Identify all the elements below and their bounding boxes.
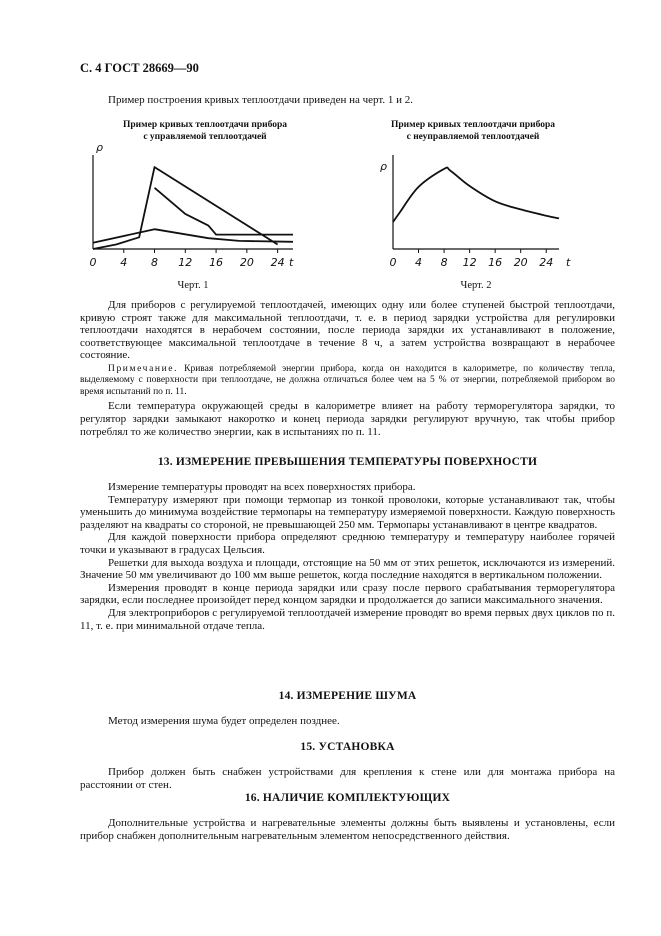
note [80, 364, 615, 399]
s14-p1: Метод измерения шума будет определен позднее. [108, 715, 340, 727]
section16-title: 16. НАЛИЧИЕ КОМПЛЕКТУЮЩИХ [244, 792, 451, 804]
note-label: Примечание. [108, 363, 179, 374]
section13-body [80, 481, 615, 632]
chart2-tick-label: 20 [513, 256, 528, 269]
s13-p4: Решетки для выхода воздуха и площади, отстоящие на 50 мм от этих решеток, исключаются из измерений. Значение 50 мм увеличивают до 100 мм выше решеток, когда последние находятся в вертикальном положении. [80, 556, 615, 582]
s13-p3: Для каждой поверхности прибора определяют среднюю температуру и температуру наиболее горячей точки и указывают в градусах Цельсия. [80, 531, 615, 556]
section15-body [80, 766, 615, 791]
chart2-heat-curve [393, 168, 559, 222]
s13-p2: Температуру измеряют при помощи термопар из тонкой проволоки, которые устанавливают так, чтобы уменьшить до минимума воздействие термопары на температуру измеряемой поверхности. Каждую поверхность разделяют на квадраты со стороной, не превышающей 250 мм. Термопары устанавливают в центре квадратов. [80, 493, 615, 531]
intro-text: Пример построения кривых теплоотдачи приведен на черт. 1 и 2. [108, 94, 414, 106]
chart2-x-label: t [566, 256, 571, 269]
chart1-x-label: t [289, 256, 294, 269]
chart1-y-label: ρ [96, 141, 103, 154]
chart2-tick-label: 24 [539, 256, 554, 269]
chart1-tick-label: 24 [270, 256, 285, 269]
s16-p1: Дополнительные устройства и нагревательные элементы должны быть выявлены и установлены, если прибор снабжен дополнительным нагревательным элементом непосредственного действия. [80, 817, 615, 842]
section14-title: 14. ИЗМЕРЕНИЕ ШУМА [278, 690, 417, 702]
chart1-tick-label: 16 [209, 256, 224, 269]
section16-body [80, 817, 615, 842]
chart2-tick-label: 4 [415, 256, 423, 269]
s13-p5: Измерения проводят в конце периода зарядки или сразу после первого срабатывания терморегулятора зарядки, если последнее произойдет перед концом зарядки и продолжается до записи максимального значения. [80, 581, 615, 607]
chart1-tick-label: 20 [239, 256, 254, 269]
chart1-tick-label: 8 [151, 256, 159, 269]
note-text: Кривая потребляемой энергии прибора, когда он находится в калориметре, по количеству тепла, выделяемому с поверхности при теплоотдаче, не должна отличаться более чем на 5 % от энергии, потребляемой прибором во время испытаний по п. 11. [80, 363, 616, 397]
chart1-caption: Черт. 1 [177, 280, 209, 291]
chart2-y-label: ρ [380, 160, 387, 173]
chart2-tick-label: 16 [488, 256, 503, 269]
section13-title: 13. ИЗМЕРЕНИЕ ПРЕВЫШЕНИЯ ТЕМПЕРАТУРЫ ПОВЕРХНОСТИ [157, 456, 538, 468]
chart1-tick-label: 4 [120, 256, 128, 269]
chart2-caption: Черт. 2 [460, 280, 492, 291]
section15-title: 15. УСТАНОВКА [300, 741, 395, 753]
paragraph-thermoregulator: Если температура окружающей среды в калориметре влияет на работу терморегулятора зарядки, то регулятор зарядки замыкают накоротко и конец периода зарядки регулируют вручную, так чтобы прибор потреблял то же количество энергии, как в испытаниях по п. 11. [80, 400, 615, 438]
chart1-title-line1: Пример кривых теплоотдачи прибора [122, 120, 288, 130]
s13-p6: Для электроприборов с регулируемой теплоотдачей измерение проводят во время первых двух циклов по п. 11, т. е. при минимальной отдаче тепла. [80, 606, 615, 632]
page-header: С. 4 ГОСТ 28669—90 [80, 61, 199, 75]
charts-svg [0, 0, 661, 300]
section14-body [80, 715, 615, 728]
chart2-tick-label: 12 [462, 256, 477, 269]
s15-p1: Прибор должен быть снабжен устройствами для крепления к стене или для монтажа прибора на расстоянии от стен. [80, 766, 615, 791]
chart2-tick-label: 0 [389, 256, 397, 269]
paragraph-regulated: Для приборов с регулируемой теплоотдачей, имеющих одну или более ступеней быстрой теплоотдачи, кривую строят также для максимальной теплоотдачи, т. е. в период зарядки устройства для регулировки теплоотдачи находятся в нерабочем состоянии, после периода зарядки их устанавливают в положение, соответствующее максимальной теплоотдаче в течение 8 ч, а затем устройства возвращают в нерабочее состояние. [80, 299, 615, 362]
chart1-tick-label: 0 [89, 256, 97, 269]
chart2-tick-label: 8 [440, 256, 448, 269]
body-block [80, 299, 615, 438]
chart2-title-line2: с неуправляемой теплоотдачей [406, 132, 540, 142]
chart2-title-line1: Пример кривых теплоотдачи прибора [390, 120, 556, 130]
chart1-tick-label: 12 [178, 256, 193, 269]
s13-p1: Измерение температуры проводят на всех поверхностях прибора. [108, 481, 416, 493]
chart1-title-line2: с управляемой теплоотдачей [143, 132, 267, 142]
